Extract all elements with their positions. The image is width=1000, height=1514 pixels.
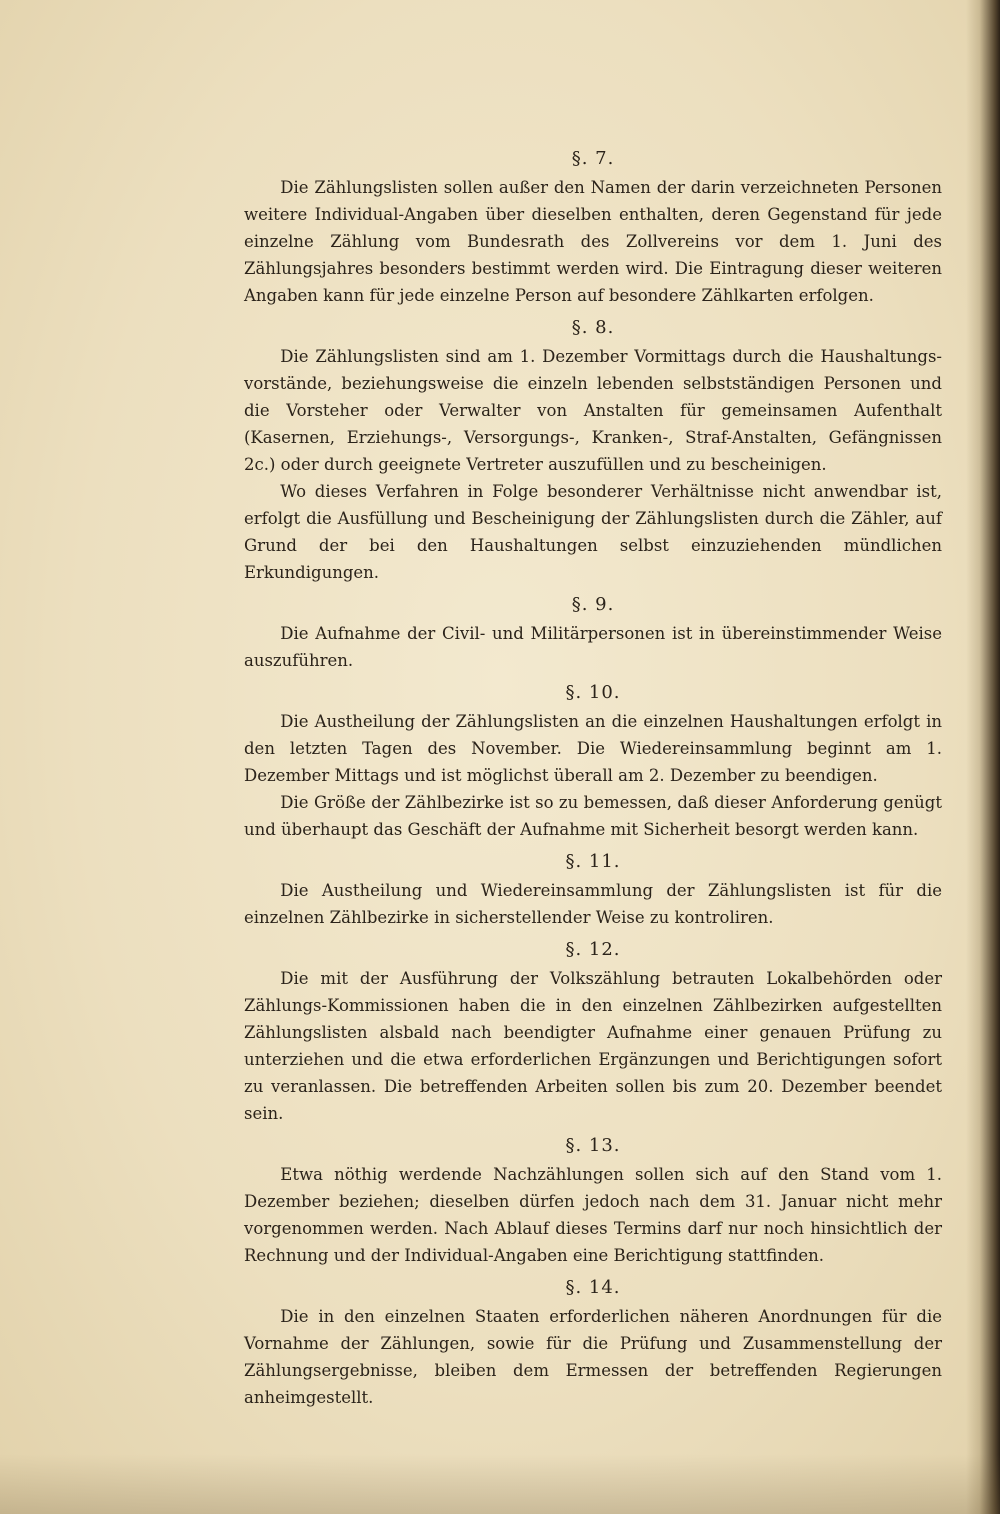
section-paragraph: Die Zählungslisten sollen außer den Namen der darin verzeichneten Personen weitere Individual-Angaben über dieselben enthalten, deren Gegenstand für jede einzelne Zählung vom Bundesrath des Zollvereins vor dem 1. Juni des Zählungsjahres besonders bestimmt werden wird. Die Eintragung dieser weiteren Angaben kann für jede einzelne Person auf besondere Zählkarten erfolgen. [244,178,942,305]
document-body [244,140,942,1411]
section-12 [244,935,942,1127]
section-7 [244,144,942,309]
section-heading: §. 8. [571,317,615,338]
section-paragraph: Etwa nöthig werdende Nachzählungen sollen sich auf den Stand vom 1. Dezember beziehen; dieselben dürfen jedoch nach dem 31. Januar nicht mehr vorgenommen werden. Nach Ablauf dieses Termins darf nur noch hinsichtlich der Rechnung und der Individual-Angaben eine Berichtigung stattfinden. [244,1165,942,1265]
section-heading: §. 14. [565,1277,621,1298]
section-paragraph: Die Austheilung und Wiedereinsammlung der Zählungslisten ist für die einzelnen Zählbezirke in sicherstellender Weise zu kontroliren. [244,881,942,927]
section-heading: §. 12. [565,939,621,960]
section-heading: §. 13. [565,1135,621,1156]
section-10 [244,678,942,843]
section-paragraph: Die Austheilung der Zählungslisten an die einzelnen Haushaltungen erfolgt in den letzten Tagen des November. Die Wiedereinsammlung beginnt am 1. Dezember Mittags und ist möglichst überall am 2. Dezember zu beendigen. [244,712,942,785]
section-paragraph: Die Zählungslisten sind am 1. Dezember Vormittags durch die Haushaltungs-vorstände, beziehungsweise die einzeln lebenden selbstständigen Personen und die Vorsteher oder Verwalter von Anstalten für gemeinsamen Aufenthalt (Kasernen, Erziehungs-, Versorgungs-, Kranken-, Straf-Anstalten, Gefängnissen 2c.) oder durch geeignete Vertreter auszufüllen und zu bescheinigen. [244,347,942,474]
section-paragraph: Die mit der Ausführung der Volkszählung betrauten Lokalbehörden oder Zählungs-Kommissionen haben die in den einzelnen Zählbezirken aufgestellten Zählungslisten alsbald nach beendigter Aufnahme einer genauen Prüfung zu unterziehen und die etwa erforderlichen Ergänzungen und Berichtigungen sofort zu veranlassen. Die betreffenden Arbeiten sollen bis zum 20. Dezember beendet sein. [244,969,942,1123]
section-heading: §. 10. [565,682,621,703]
section-8 [244,313,942,586]
section-heading: §. 11. [565,851,621,872]
section-13 [244,1131,942,1269]
section-heading: §. 7. [571,148,615,169]
section-paragraph: Die Aufnahme der Civil- und Militärpersonen ist in übereinstimmender Weise auszuführen. [244,624,942,670]
section-9 [244,590,942,674]
page-binding-shadow [966,0,1000,1514]
section-14 [244,1273,942,1411]
section-11 [244,847,942,931]
section-heading: §. 9. [571,594,615,615]
section-paragraph: Die Größe der Zählbezirke ist so zu bemessen, daß dieser Anforderung genügt und überhaupt das Geschäft der Aufnahme mit Sicherheit besorgt werden kann. [244,793,942,839]
section-paragraph: Die in den einzelnen Staaten erforderlichen näheren Anordnungen für die Vornahme der Zählungen, sowie für die Prüfung und Zusammenstellung der Zählungsergebnisse, bleiben dem Ermessen der betreffenden Regierungen anheimgestellt. [244,1307,942,1407]
section-paragraph: Wo dieses Verfahren in Folge besonderer Verhältnisse nicht anwendbar ist, erfolgt die Ausfüllung und Bescheinigung der Zählungslisten durch die Zähler, auf Grund der bei den Haushaltungen selbst einzuziehenden mündlichen Erkundigungen. [244,482,942,582]
page-bottom-shadow [0,1454,1000,1514]
